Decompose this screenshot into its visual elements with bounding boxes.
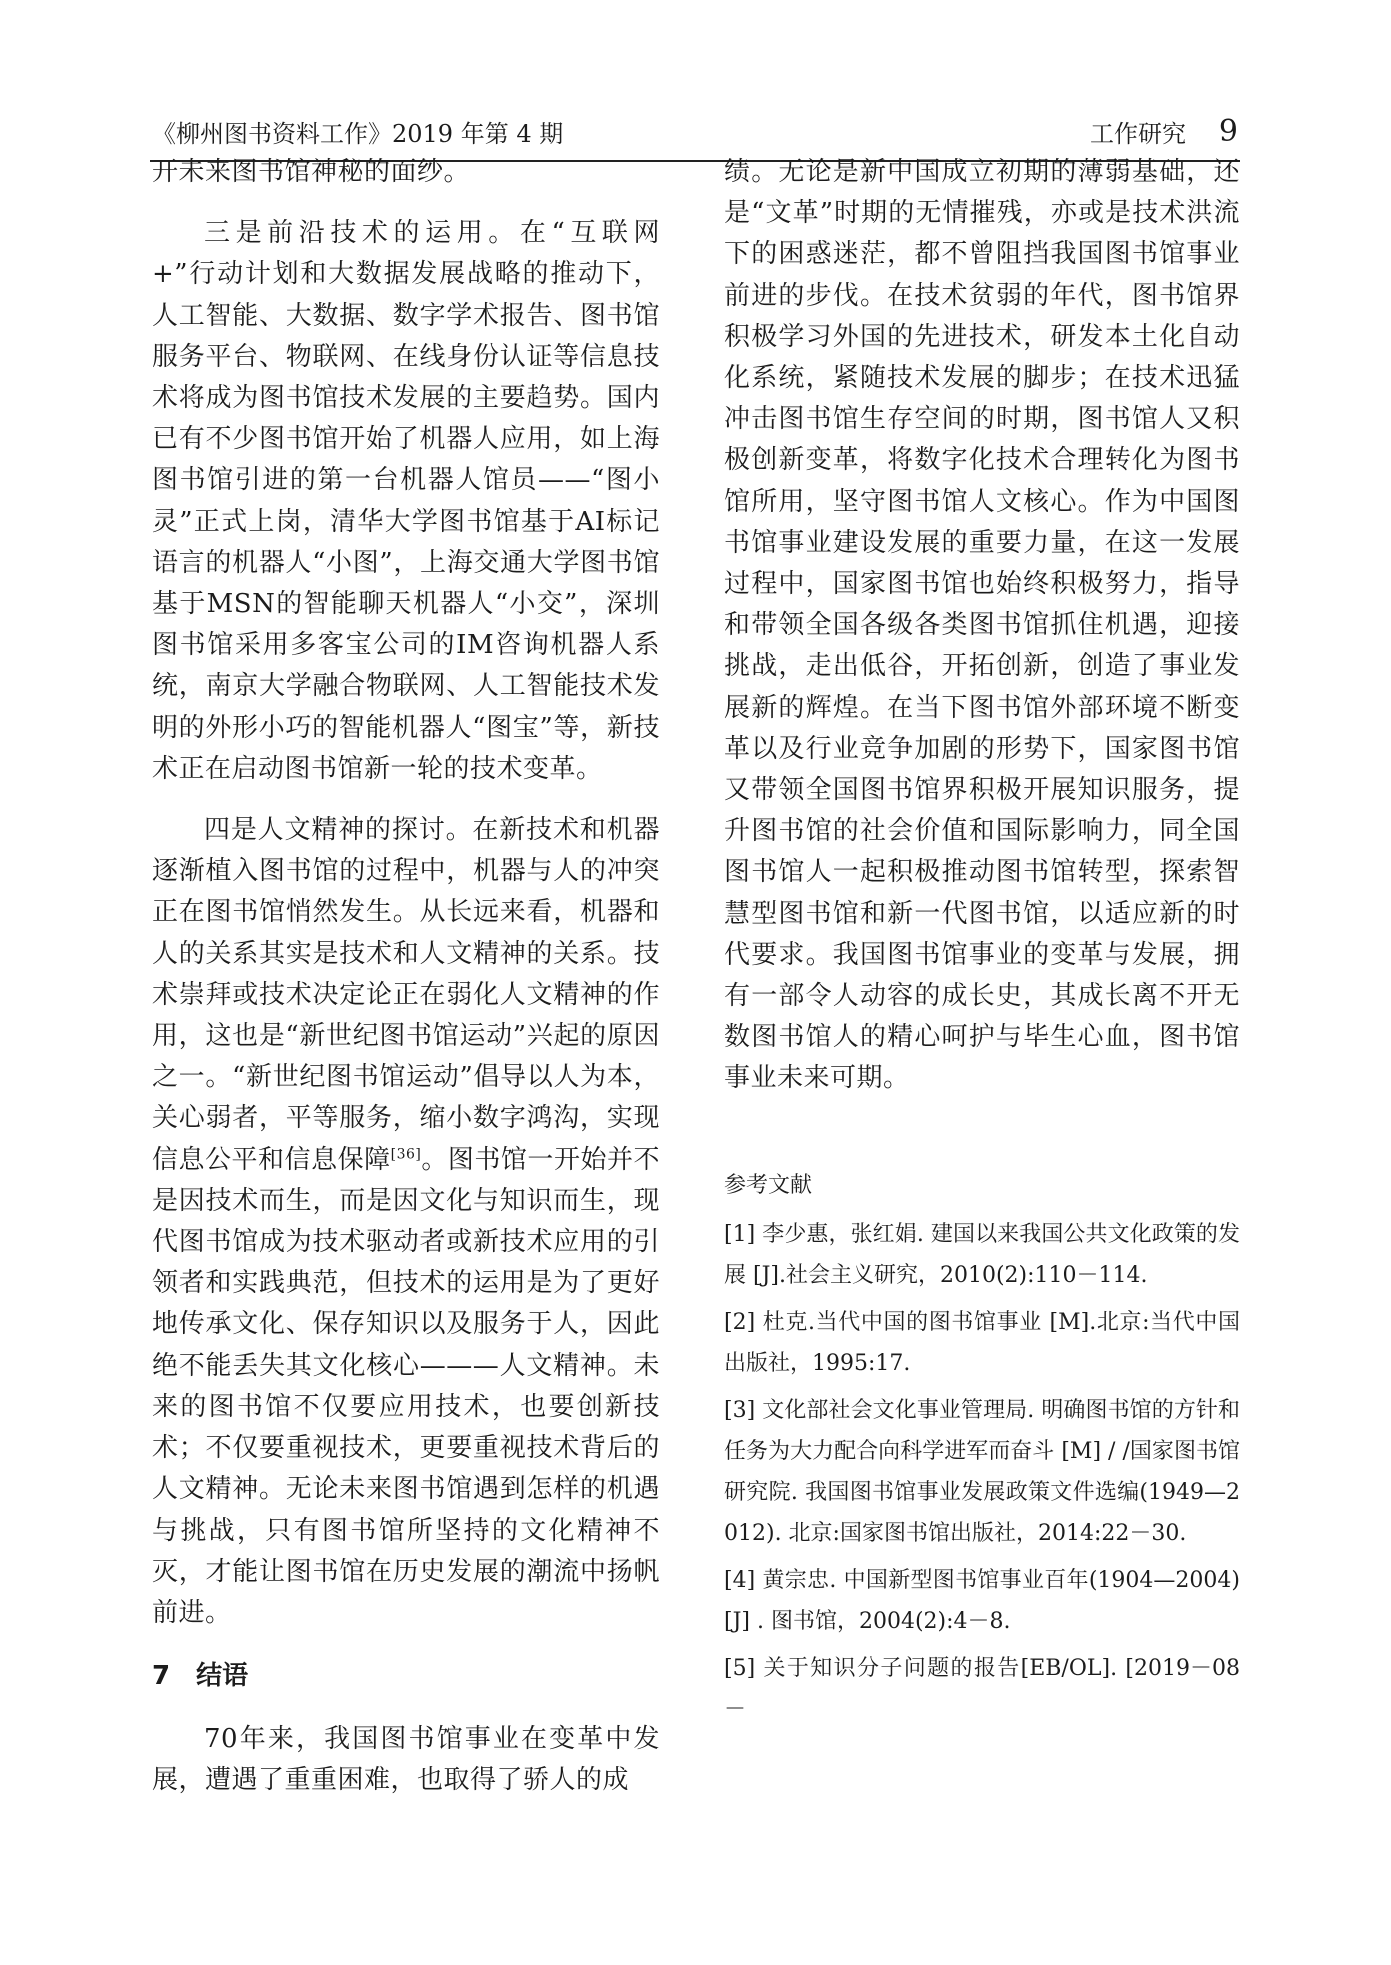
paragraph-frontier-technology: 三是前沿技术的运用。在“互联网 +”行动计划和大数据发展战略的推动下，人工智能、大数据、数字学术报告、图书馆服务平台、物联网、在线身份认证等信息技术将成为图书馆技术发展的主要趋势。国内已有不少图书馆开始了机器人应用，如上海图书馆引进的第一台机器人馆员——“图小灵”正式上岗，清华大学图书馆基于AI标记语言的机器人“小图”，上海交通大学图书馆基于MSN的智能聊天机器人“小交”，深圳图书馆采用多客宝公司的IM咨询机器人系统，南京大学融合物联网、人工智能技术发明的外形小巧的智能机器人“图宝”等，新技术正在启动图书馆新一轮的技术变革。: [152, 218, 660, 784]
right-column: [724, 152, 1240, 1736]
section-title: 结语: [196, 1661, 249, 1692]
references-heading: 参考文献: [724, 1172, 813, 1198]
section-number: 7: [152, 1661, 171, 1692]
section-label: 工作研究: [1090, 120, 1186, 148]
paragraph-continued: 开未来图书馆神秘的面纱。: [152, 157, 471, 187]
paragraph-conclusion-continued: 绩。无论是新中国成立初期的薄弱基础，还是“文革”时期的无情摧残，亦或是技术洪流下的困惑迷茫，都不曾阻挡我国图书馆事业前进的步伐。在技术贫弱的年代，图书馆界积极学习外国的先进技术，研发本土化自动化系统，紧随技术发展的脚步；在技术迅猛冲击图书馆生存空间的时期，图书馆人又积极创新变革，将数字化技术合理转化为图书馆所用，坚守图书馆人文核心。作为中国图书馆事业建设发展的重要力量，在这一发展过程中，国家图书馆也始终积极努力，指导和带领全国各级各类图书馆抓住机遇，迎接挑战，走出低谷，开拓创新，创造了事业发展新的辉煌。在当下图书馆外部环境不断变革以及行业竞争加剧的形势下，国家图书馆又带领全国图书馆界积极开展知识服务，提升图书馆的社会价值和国际影响力，同全国图书馆人一起积极推动图书馆转型，探索智慧型图书馆和新一代图书馆，以适应新的时代要求。我国图书馆事业的变革与发展，拥有一部令人动容的成长史，其成长离不开无数图书馆人的精心呵护与毕生心血，图书馆事业未来可期。: [724, 157, 1240, 1094]
reference-item: [5] 关于知识分子问题的报告[EB/OL]. [2019－08－: [724, 1655, 1240, 1722]
paragraph-text: 。图书馆一开始并不是因技术而生，而是因文化与知识而生，现代图书馆成为技术驱动者或新技术应用的引领者和实践典范，但技术的运用是为了更好地传承文化、保存知识以及服务于人，因此绝不能丢失其文化核心———人文精神。未来的图书馆不仅要应用技术，也要创新技术；不仅要重视技术，更要重视技术背后的人文精神。无论未来图书馆遇到怎样的机遇与挑战，只有图书馆所坚持的文化精神不灭，才能让图书馆在历史发展的潮流中扬帆前进。: [152, 1144, 660, 1628]
page-number: 9: [1218, 114, 1238, 149]
citation-marker: [36]: [390, 1146, 422, 1163]
paragraph-text: 四是人文精神的探讨。在新技术和机器逐渐植入图书馆的过程中，机器与人的冲突正在图书馆悄然发生。从长远来看，机器和人的关系其实是技术和人文精神的关系。技术崇拜或技术决定论正在弱化人文精神的作用，这也是“新世纪图书馆运动”兴起的原因之一。“新世纪图书馆运动”倡导以人为本，关心弱者，平等服务，缩小数字鸿沟，实现信息公平和信息保障: [152, 815, 660, 1175]
journal-title: 《柳州图书资料工作》2019 年第 4 期: [152, 120, 564, 148]
reference-item: [3] 文化部社会文化事业管理局. 明确图书馆的方针和任务为大力配合向科学进军而奋斗 [M] / /国家图书馆研究院. 我国图书馆事业发展政策文件选编(1949—2012). 北京:国家图书馆出版社，2014:22－30.: [724, 1397, 1240, 1546]
paragraph-conclusion: 70年来，我国图书馆事业在变革中发展，遭遇了重重困难，也取得了骄人的成: [152, 1724, 660, 1796]
reference-list: [724, 1214, 1240, 1730]
left-column: [152, 152, 660, 1802]
reference-item: [2] 杜克.当代中国的图书馆事业 [M].北京:当代中国出版社，1995:17.: [724, 1309, 1240, 1376]
section-heading: [152, 1656, 660, 1697]
reference-item: [4] 黄宗忠. 中国新型图书馆事业百年(1904—2004) [J] . 图书馆，2004(2):4－8.: [724, 1567, 1240, 1634]
paragraph-humanistic-spirit: [152, 810, 660, 1634]
reference-item: [1] 李少惠，张红娟. 建国以来我国公共文化政策的发展 [J].社会主义研究，2010(2):110－114.: [724, 1221, 1240, 1288]
